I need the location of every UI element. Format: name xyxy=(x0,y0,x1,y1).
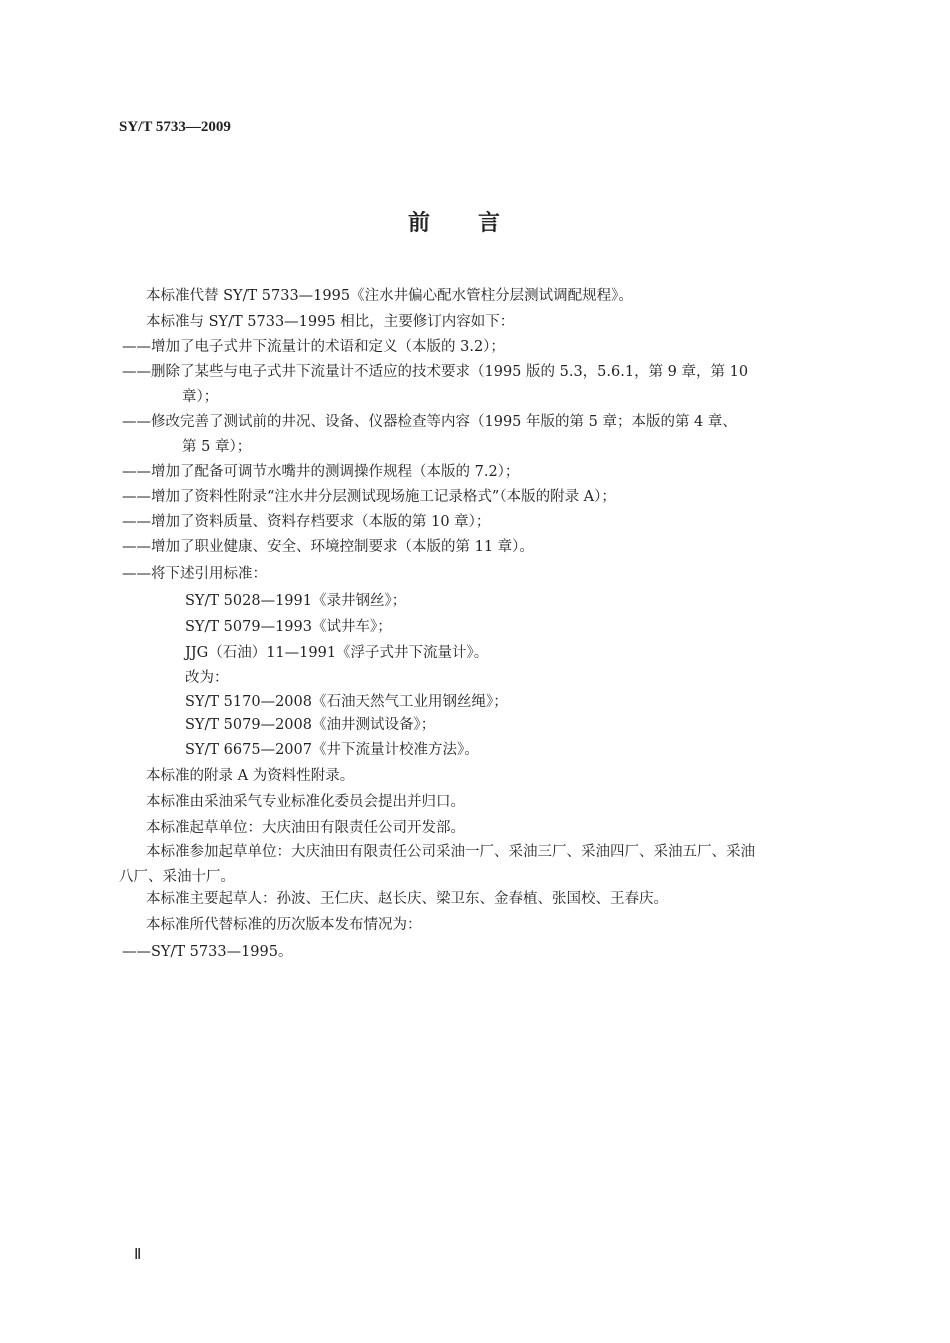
reference-item: SY/T 5079—2008《油井测试设备》； xyxy=(185,717,436,733)
list-item: ——增加了职业健康、安全、环境控制要求（本版的第 11 章）。 xyxy=(122,539,534,555)
reference-item: JJG（石油）11—1991《浮子式井下流量计》。 xyxy=(185,645,489,661)
paragraph: 本标准由采油采气专业标准化委员会提出并归口。 xyxy=(146,794,465,810)
reference-item: SY/T 5170—2008《石油天然气工业用钢丝绳》； xyxy=(185,694,508,710)
page-title: 前言 xyxy=(407,210,548,236)
list-item: ——增加了资料质量、资料存档要求（本版的第 10 章）； xyxy=(122,514,491,530)
list-item-continuation: 第 5 章）； xyxy=(182,439,252,455)
reference-item: SY/T 5028—1991《录井钢丝》； xyxy=(185,593,407,609)
page-number: Ⅱ xyxy=(134,1247,142,1263)
paragraph: 本标准起草单位：大庆油田有限责任公司开发部。 xyxy=(146,820,465,836)
paragraph: 本标准代替 SY/T 5733—1995《注水井偏心配水管柱分层测试调配规程》。 xyxy=(146,288,633,304)
list-item: ——增加了资料性附录“注水井分层测试现场施工记录格式”（本版的附录 A）； xyxy=(122,489,616,505)
list-item: ——增加了电子式井下流量计的术语和定义（本版的 3.2）； xyxy=(122,339,505,355)
list-item: ——SY/T 5733—1995。 xyxy=(122,944,293,960)
reference-item: SY/T 6675—2007《井下流量计校准方法》。 xyxy=(185,742,479,758)
reference-item: SY/T 5079—1993《试井车》； xyxy=(185,619,392,635)
paragraph-continuation: 八厂、采油十厂。 xyxy=(119,869,235,885)
standard-code-header: SY/T 5733—2009 xyxy=(119,119,231,135)
paragraph: 本标准与 SY/T 5733—1995 相比，主要修订内容如下： xyxy=(146,314,515,330)
list-item: ——修改完善了测试前的井况、设备、仪器检查等内容（1995 年版的第 5 章；本版的第 4 章、 xyxy=(122,414,737,430)
paragraph: 本标准主要起草人：孙波、王仁庆、赵长庆、梁卫东、金春植、张国校、王春庆。 xyxy=(146,891,668,907)
paragraph: 本标准参加起草单位：大庆油田有限责任公司采油一厂、采油三厂、采油四厂、采油五厂、采油 xyxy=(146,844,755,860)
list-item: ——增加了配备可调节水嘴井的测调操作规程（本版的 7.2）； xyxy=(122,464,520,480)
list-item-continuation: 章）； xyxy=(182,389,219,405)
list-item: ——删除了某些与电子式井下流量计不适应的技术要求（1995 版的 5.3，5.6.1，第 9 章，第 10 xyxy=(122,364,749,380)
reference-label: 改为： xyxy=(185,670,229,686)
paragraph: 本标准所代替标准的历次版本发布情况为： xyxy=(146,917,422,933)
paragraph: 本标准的附录 A 为资料性附录。 xyxy=(146,768,355,784)
list-item: ——将下述引用标准： xyxy=(122,566,267,582)
